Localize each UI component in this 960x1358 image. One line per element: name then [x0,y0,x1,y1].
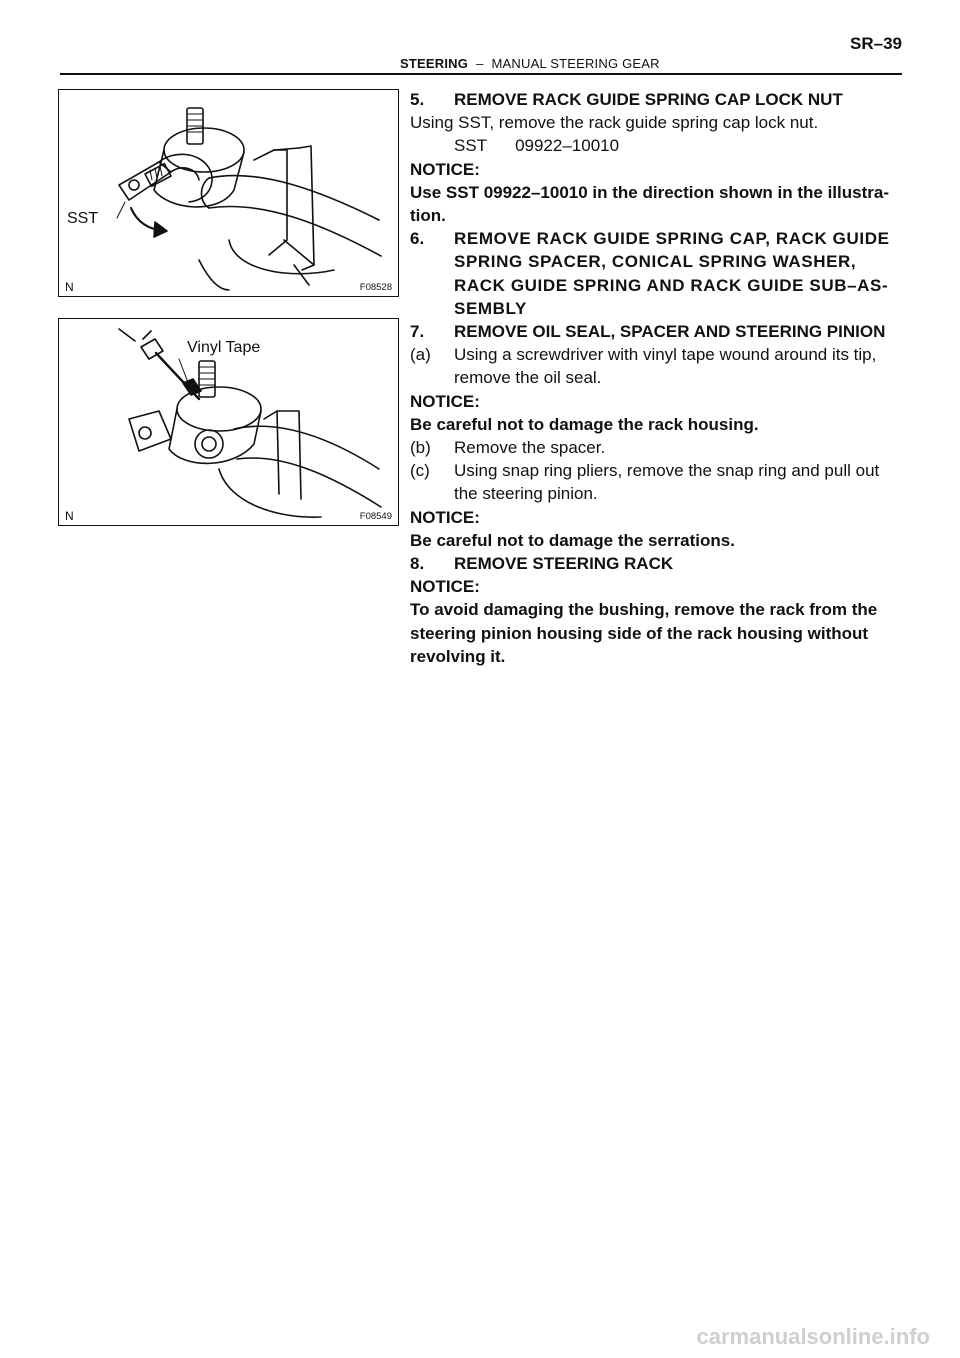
figure-code: F08549 [359,511,392,522]
step-7 [410,320,906,343]
figure-vinyl-tape-illustration [58,318,399,526]
watermark: carmanualsonline.info [696,1324,930,1349]
header-dash: – [476,56,484,71]
notice-label: NOTICE: [410,391,480,411]
step-7c [410,459,906,505]
figure-sst-illustration [58,89,399,297]
figure-corner-n: N [65,280,74,294]
step-7b [410,436,906,459]
steering-gear-sst-drawing [59,90,398,296]
step-7a [410,343,906,389]
notice-text: To avoid damaging the bushing, remove the rack from the steering pinion housing side of the rack housing without revolving it. [410,600,878,666]
substep-text: Using snap ring pliers, remove the snap ring and pull out the steering pinion. [454,461,880,504]
substep-number: (c) [410,461,430,481]
page-number: SR–39 [850,34,902,53]
notice-label: NOTICE: [410,159,480,179]
step-5 [410,88,906,111]
step-title: REMOVE RACK GUIDE SPRING CAP, RACK GUIDE SPRING SPACER, CONICAL SPRING WASHER, RACK GUIDE SPRING AND RACK GUIDE SUB–AS- SEMBLY [454,229,890,318]
notice-label: NOTICE: [410,577,480,597]
header-section: STEERING [400,56,469,71]
sst-line [410,134,906,157]
sst-label: SST [454,136,488,156]
figure-corner-n: N [65,509,74,523]
step-number: 7. [410,322,425,342]
instruction-text [410,88,906,668]
step-title: REMOVE OIL SEAL, SPACER AND STEERING PINION [454,322,886,342]
header-rule [60,73,902,75]
step-8 [410,552,906,575]
step-number: 8. [410,554,425,574]
step-5-text: Using SST, remove the rack guide spring cap lock nut. [410,113,819,133]
step-number: 5. [410,90,425,109]
substep-number: (a) [410,345,431,365]
step-title: REMOVE STEERING RACK [454,554,674,574]
figure-label-vinyl-tape: Vinyl Tape [187,339,261,356]
step-title: REMOVE RACK GUIDE SPRING CAP LOCK NUT [454,90,843,109]
notice-text: Be careful not to damage the serrations. [410,530,735,550]
header-subsection: MANUAL STEERING GEAR [491,56,660,71]
sst-number: 09922–10010 [515,136,620,156]
figure-code: F08528 [359,282,392,293]
substep-number: (b) [410,438,431,458]
notice-text: Use SST 09922–10010 in the direction shown in the illustra- tion. [410,182,889,226]
substep-text: Using a screwdriver with vinyl tape wound around its tip, remove the oil seal. [454,345,877,388]
notice-label: NOTICE: [410,507,480,527]
substep-text: Remove the spacer. [454,438,606,458]
running-header [400,56,660,71]
figure-label-sst: SST [67,210,99,227]
step-6 [410,227,906,320]
notice-text: Be careful not to damage the rack housing. [410,414,759,434]
step-number: 6. [410,229,425,249]
